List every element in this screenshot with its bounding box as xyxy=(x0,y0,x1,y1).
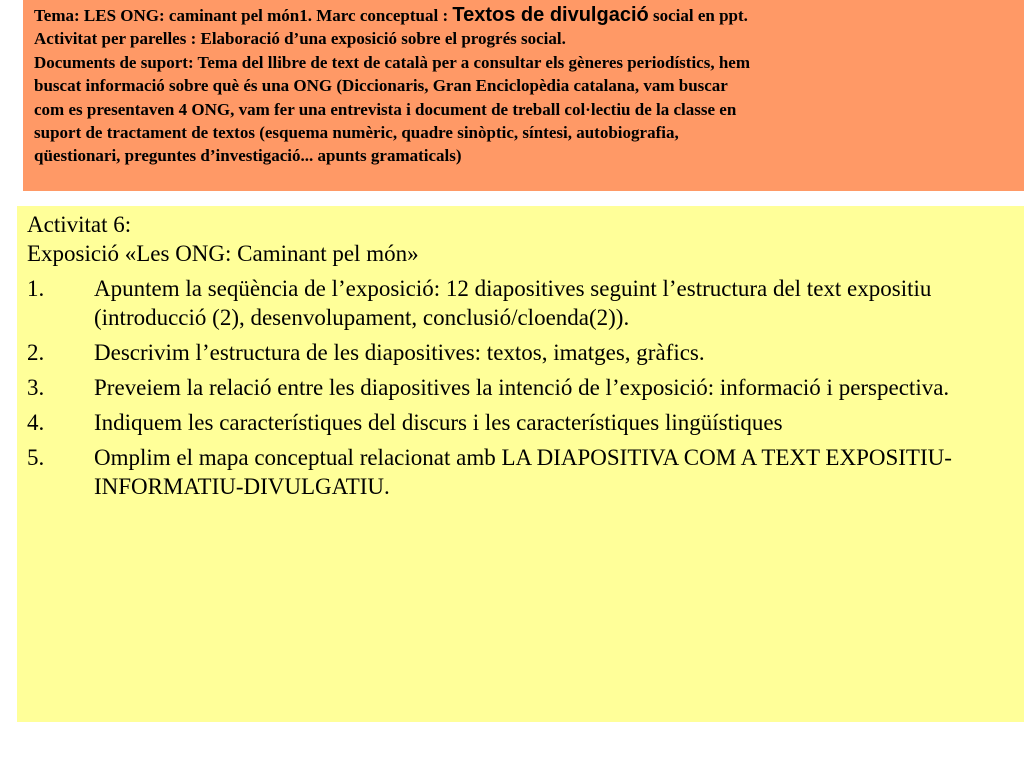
tema-prefix: Tema: LES ONG: caminant pel món1. Marc conceptual : xyxy=(34,6,453,25)
header-docs-line-2: buscat informació sobre què és una ONG (Diccionaris, Gran Enciclopèdia catalana, vam buscar xyxy=(34,76,728,96)
header-docs-line-5: qüestionari, preguntes d’investigació... apunts gramaticals) xyxy=(34,146,462,166)
tema-big-text: Textos de divulgació xyxy=(452,4,649,26)
step-text: Descrivim l’estructura de les diapositives: textos, imatges, gràfics. xyxy=(94,340,705,365)
header-docs-line-3: com es presentaven 4 ONG, vam fer una entrevista i document de treball col·lectiu de la classe en xyxy=(34,99,737,119)
body-box xyxy=(17,206,1024,722)
step-item xyxy=(27,274,1014,332)
activitat-title: Activitat 6: xyxy=(27,212,132,237)
step-item xyxy=(27,408,1014,437)
step-item xyxy=(27,338,1014,367)
header-tema-line xyxy=(34,4,1012,27)
step-text: Omplim el mapa conceptual relacionat amb LA DIAPOSITIVA COM A TEXT EXPOSITIU-INFORMATIU-DIVULGATIU. xyxy=(94,445,952,499)
step-item xyxy=(27,373,1014,402)
step-number: 4. xyxy=(27,410,45,435)
step-number: 2. xyxy=(27,340,45,365)
step-number: 5. xyxy=(27,445,45,470)
header-activitat-parelles: Activitat per parelles : Elaboració d’una exposició sobre el progrés social. xyxy=(34,29,566,49)
step-number: 3. xyxy=(27,375,45,400)
step-text: Preveiem la relació entre les diapositives la intenció de l’exposició: informació i perspectiva. xyxy=(94,375,950,400)
step-item xyxy=(27,443,1014,501)
step-number: 1. xyxy=(27,276,45,301)
tema-suffix: social en ppt. xyxy=(648,6,748,25)
step-text: Apuntem la seqüència de l’exposició: 12 diapositives seguint l’estructura del text expositiu (introducció (2), desenvolupament, conclusió/cloenda(2)). xyxy=(94,276,932,330)
header-box xyxy=(23,0,1024,191)
step-text: Indiquem les característiques del discurs i les característiques lingüístiques xyxy=(94,410,783,435)
steps-list xyxy=(27,274,1014,501)
header-docs-line-4: suport de tractament de textos (esquema numèric, quadre sinòptic, síntesi, autobiografia, xyxy=(34,123,679,143)
header-docs-line-1: Documents de suport: Tema del llibre de text de català per a consultar els gèneres periodístics, hem xyxy=(34,52,750,72)
exposicio-title: Exposició «Les ONG: Caminant pel món» xyxy=(27,241,419,266)
